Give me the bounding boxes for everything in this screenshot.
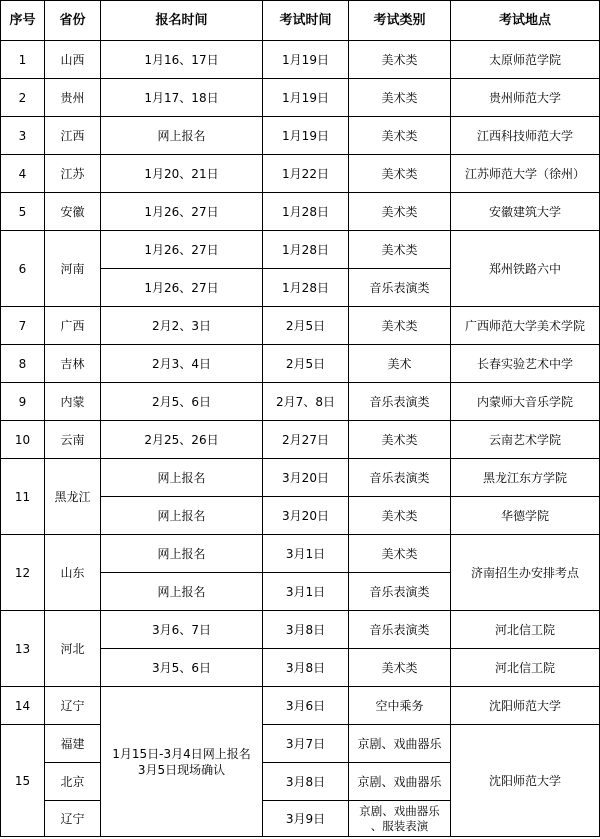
cell-no: 2	[1, 79, 45, 117]
cell-no: 14	[1, 687, 45, 725]
header-no: 序号	[1, 1, 45, 41]
cell-registration-time: 2月2、3日	[101, 307, 263, 345]
cell-exam-location: 内蒙师大音乐学院	[451, 383, 600, 421]
cell-exam-time: 3月6日	[263, 687, 349, 725]
table-row	[1, 41, 600, 79]
table-row	[1, 611, 600, 649]
cell-exam-category	[349, 801, 451, 837]
table-row	[1, 383, 600, 421]
cell-registration-time: 网上报名	[101, 459, 263, 497]
cell-exam-location: 江西科技师范大学	[451, 117, 600, 155]
cell-registration-time: 1月26、27日	[101, 193, 263, 231]
cell-exam-time: 1月28日	[263, 231, 349, 269]
cell-exam-location: 沈阳师范大学	[451, 725, 600, 837]
cell-exam-category: 美术类	[349, 79, 451, 117]
cell-exam-category: 美术类	[349, 155, 451, 193]
table-row	[1, 79, 600, 117]
cell-exam-location: 黑龙江东方学院	[451, 459, 600, 497]
cell-exam-location: 广西师范大学美术学院	[451, 307, 600, 345]
cell-no: 1	[1, 41, 45, 79]
cell-exam-category: 美术类	[349, 41, 451, 79]
cell-no: 8	[1, 345, 45, 383]
cell-registration-time: 网上报名	[101, 535, 263, 573]
cell-no: 3	[1, 117, 45, 155]
cell-registration-time: 3月5、6日	[101, 649, 263, 687]
cell-registration-time: 1月17、18日	[101, 79, 263, 117]
cell-province: 江苏	[45, 155, 101, 193]
cell-exam-category: 美术类	[349, 231, 451, 269]
table-row	[1, 345, 600, 383]
cell-exam-time: 3月8日	[263, 611, 349, 649]
cell-registration-time: 1月16、17日	[101, 41, 263, 79]
cell-registration-time: 1月20、21日	[101, 155, 263, 193]
cell-exam-time: 1月19日	[263, 41, 349, 79]
cell-exam-location: 华德学院	[451, 497, 600, 535]
header-exam-category: 考试类别	[349, 1, 451, 41]
cell-no: 7	[1, 307, 45, 345]
cell-registration-time: 1月26、27日	[101, 231, 263, 269]
merged-reg-line-1: 1月15日-3月4日网上报名	[112, 746, 251, 761]
cell-registration-time: 2月5、6日	[101, 383, 263, 421]
cell-province: 内蒙	[45, 383, 101, 421]
cell-no: 4	[1, 155, 45, 193]
cell-exam-location: 济南招生办安排考点	[451, 535, 600, 611]
cell-exam-location: 安徽建筑大学	[451, 193, 600, 231]
cell-registration-time-merged	[101, 687, 263, 837]
cell-no: 6	[1, 231, 45, 307]
cell-exam-location: 云南艺术学院	[451, 421, 600, 459]
cell-exam-location: 太原师范学院	[451, 41, 600, 79]
cell-province: 云南	[45, 421, 101, 459]
cell-no: 15	[1, 725, 45, 837]
cell-exam-category: 音乐表演类	[349, 459, 451, 497]
cell-no: 12	[1, 535, 45, 611]
cell-no: 5	[1, 193, 45, 231]
cell-exam-category: 美术类	[349, 193, 451, 231]
cell-exam-location: 江苏师范大学（徐州）	[451, 155, 600, 193]
cell-exam-time: 1月19日	[263, 117, 349, 155]
cell-registration-time: 3月6、7日	[101, 611, 263, 649]
category-line-2: 、服装表演	[370, 818, 429, 833]
cell-exam-time: 3月7日	[263, 725, 349, 763]
cell-province: 河北	[45, 611, 101, 687]
cell-province: 吉林	[45, 345, 101, 383]
table-row	[1, 193, 600, 231]
table-row	[1, 421, 600, 459]
cell-registration-time: 网上报名	[101, 497, 263, 535]
cell-exam-category: 音乐表演类	[349, 573, 451, 611]
cell-registration-time: 2月25、26日	[101, 421, 263, 459]
cell-exam-location: 郑州铁路六中	[451, 231, 600, 307]
cell-exam-time: 3月20日	[263, 497, 349, 535]
cell-registration-time: 2月3、4日	[101, 345, 263, 383]
cell-province: 黑龙江	[45, 459, 101, 535]
cell-province: 河南	[45, 231, 101, 307]
cell-exam-time: 1月19日	[263, 79, 349, 117]
cell-province: 贵州	[45, 79, 101, 117]
cell-exam-time: 1月22日	[263, 155, 349, 193]
merged-reg-line-2: 3月5日现场确认	[137, 762, 226, 777]
cell-exam-category: 美术类	[349, 497, 451, 535]
cell-registration-time: 1月26、27日	[101, 269, 263, 307]
cell-province: 辽宁	[45, 801, 101, 837]
cell-province: 安徽	[45, 193, 101, 231]
cell-exam-category: 音乐表演类	[349, 383, 451, 421]
cell-registration-time: 网上报名	[101, 573, 263, 611]
cell-exam-location: 贵州师范大学	[451, 79, 600, 117]
cell-exam-time: 1月28日	[263, 269, 349, 307]
table-row	[1, 155, 600, 193]
table-row	[1, 307, 600, 345]
cell-exam-category: 京剧、戏曲器乐	[349, 763, 451, 801]
header-exam-location: 考试地点	[451, 1, 600, 41]
cell-exam-time: 3月8日	[263, 763, 349, 801]
cell-no: 9	[1, 383, 45, 421]
cell-exam-time: 2月5日	[263, 345, 349, 383]
cell-no: 10	[1, 421, 45, 459]
cell-province: 辽宁	[45, 687, 101, 725]
cell-exam-category: 美术类	[349, 421, 451, 459]
cell-exam-time: 3月20日	[263, 459, 349, 497]
cell-exam-category: 美术类	[349, 307, 451, 345]
cell-province: 北京	[45, 763, 101, 801]
table-row	[1, 535, 600, 573]
header-row	[1, 1, 600, 41]
header-province: 省份	[45, 1, 101, 41]
cell-exam-time: 2月5日	[263, 307, 349, 345]
cell-exam-category: 音乐表演类	[349, 269, 451, 307]
cell-exam-location: 沈阳师范大学	[451, 687, 600, 725]
cell-province: 山西	[45, 41, 101, 79]
cell-exam-time: 2月27日	[263, 421, 349, 459]
cell-province: 江西	[45, 117, 101, 155]
cell-no: 11	[1, 459, 45, 535]
cell-exam-time: 1月28日	[263, 193, 349, 231]
cell-exam-category: 空中乘务	[349, 687, 451, 725]
cell-exam-time: 2月7、8日	[263, 383, 349, 421]
cell-exam-time: 3月1日	[263, 535, 349, 573]
cell-exam-category: 京剧、戏曲器乐	[349, 725, 451, 763]
cell-no: 13	[1, 611, 45, 687]
cell-exam-location: 河北信工院	[451, 649, 600, 687]
cell-province: 福建	[45, 725, 101, 763]
table-row	[1, 117, 600, 155]
cell-exam-category: 音乐表演类	[349, 611, 451, 649]
cell-exam-time: 3月9日	[263, 801, 349, 837]
header-registration-time: 报名时间	[101, 1, 263, 41]
category-line-1: 京剧、戏曲器乐	[359, 803, 440, 818]
cell-exam-location: 长春实验艺术中学	[451, 345, 600, 383]
cell-exam-category: 美术类	[349, 117, 451, 155]
cell-exam-time: 3月1日	[263, 573, 349, 611]
cell-exam-category: 美术类	[349, 535, 451, 573]
table-row	[1, 459, 600, 497]
table-row	[1, 725, 600, 763]
cell-province: 广西	[45, 307, 101, 345]
table-row	[1, 231, 600, 269]
table-row	[1, 687, 600, 725]
cell-registration-time: 网上报名	[101, 117, 263, 155]
cell-province: 山东	[45, 535, 101, 611]
cell-exam-category: 美术	[349, 345, 451, 383]
header-exam-time: 考试时间	[263, 1, 349, 41]
cell-exam-location: 河北信工院	[451, 611, 600, 649]
cell-exam-time: 3月8日	[263, 649, 349, 687]
cell-exam-category: 美术类	[349, 649, 451, 687]
